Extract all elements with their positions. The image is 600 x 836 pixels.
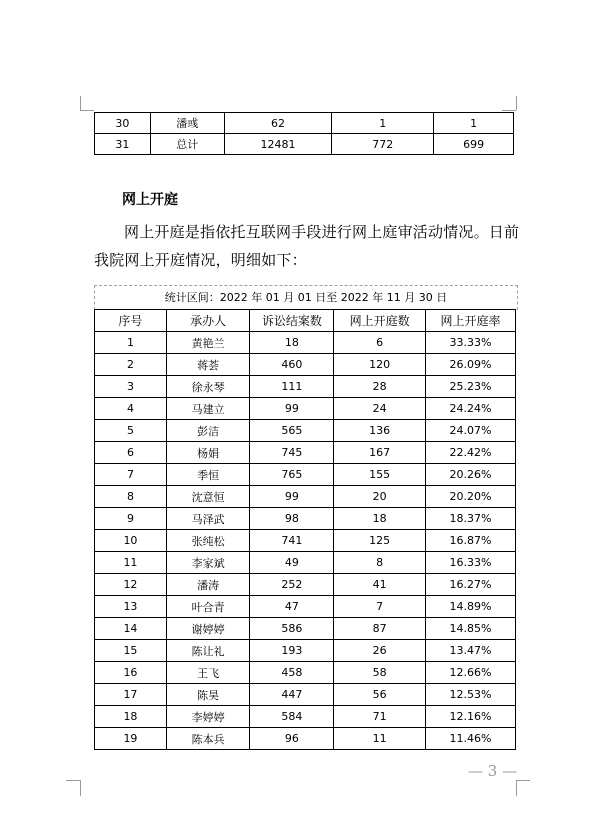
cell-rate: 16.33%: [425, 552, 515, 574]
cell-cases: 99: [250, 486, 334, 508]
cell-name: 蒋荟: [166, 354, 250, 376]
cell-num: 4: [95, 398, 167, 420]
header-rate: 网上开庭率: [425, 310, 515, 332]
cell-online: 26: [334, 640, 426, 662]
cell-cases: 765: [250, 464, 334, 486]
cell-online: 155: [334, 464, 426, 486]
cell-name: 彭洁: [166, 420, 250, 442]
cell-name: 李家斌: [166, 552, 250, 574]
cell-name: 谢婷婷: [166, 618, 250, 640]
cell-cases: 193: [250, 640, 334, 662]
crop-mark-top-left: [80, 110, 94, 111]
cell-cases: 111: [250, 376, 334, 398]
cell-online: 58: [334, 662, 426, 684]
cell-rate: 22.42%: [425, 442, 515, 464]
table-row: [95, 618, 516, 640]
cell-num: 15: [95, 640, 167, 662]
cell-online: 11: [334, 728, 426, 750]
cell-online: 125: [334, 530, 426, 552]
cell-num: 30: [95, 113, 151, 134]
crop-mark-bottom-right: [516, 780, 517, 796]
cell-online: 28: [334, 376, 426, 398]
cell-num: 3: [95, 376, 167, 398]
paragraph-text: 网上开庭是指依托互联网手段进行网上庭审活动情况。日前我院网上开庭情况，明细如下：: [94, 223, 520, 269]
cell-name: 陈本兵: [166, 728, 250, 750]
cell-online: 8: [334, 552, 426, 574]
cell-name: 叶合青: [166, 596, 250, 618]
table-row: [95, 332, 516, 354]
cell-online: 20: [334, 486, 426, 508]
cell-num: 14: [95, 618, 167, 640]
cell-name: 陈让礼: [166, 640, 250, 662]
crop-mark-bottom-right: [516, 780, 530, 781]
cell-name: 陈昊: [166, 684, 250, 706]
cell-rate: 18.37%: [425, 508, 515, 530]
crop-mark-bottom-left: [66, 780, 80, 781]
cell-online: 136: [334, 420, 426, 442]
online-hearing-table: [94, 309, 516, 750]
cell-rate: 16.87%: [425, 530, 515, 552]
cell-online: 120: [334, 354, 426, 376]
crop-mark-top-left: [80, 96, 81, 110]
cell-name: 张纯松: [166, 530, 250, 552]
cell-extra: 1: [434, 113, 514, 134]
cell-rate: 24.07%: [425, 420, 515, 442]
section-heading: 网上开庭: [122, 192, 178, 208]
header-num: 序号: [95, 310, 167, 332]
cell-cases: 745: [250, 442, 334, 464]
cell-num: 17: [95, 684, 167, 706]
cell-online: 1: [332, 113, 434, 134]
table-row: [95, 376, 516, 398]
cell-cases: 565: [250, 420, 334, 442]
cell-online: 24: [334, 398, 426, 420]
cell-name: 潘涛: [166, 574, 250, 596]
cell-rate: 16.27%: [425, 574, 515, 596]
cell-rate: 24.24%: [425, 398, 515, 420]
cell-name: 马建立: [166, 398, 250, 420]
previous-table-continuation: [94, 112, 514, 155]
cell-cases: 584: [250, 706, 334, 728]
cell-cases: 96: [250, 728, 334, 750]
cell-name: 王飞: [166, 662, 250, 684]
cell-cases: 47: [250, 596, 334, 618]
cell-num: 10: [95, 530, 167, 552]
table-row: [95, 552, 516, 574]
table-row: [95, 662, 516, 684]
cell-num: 6: [95, 442, 167, 464]
table-header-row: [95, 310, 516, 332]
cell-cases: 99: [250, 398, 334, 420]
cell-num: 5: [95, 420, 167, 442]
table-row: [95, 508, 516, 530]
cell-cases: 98: [250, 508, 334, 530]
table-row: [95, 442, 516, 464]
cell-rate: 25.23%: [425, 376, 515, 398]
cell-extra: 699: [434, 134, 514, 155]
header-cases: 诉讼结案数: [250, 310, 334, 332]
cell-num: 1: [95, 332, 167, 354]
cell-online: 56: [334, 684, 426, 706]
cell-rate: 20.26%: [425, 464, 515, 486]
table-row: [95, 530, 516, 552]
cell-name: 马泽武: [166, 508, 250, 530]
cell-cases: 447: [250, 684, 334, 706]
cell-cases: 460: [250, 354, 334, 376]
cell-cases: 12481: [224, 134, 332, 155]
cell-num: 12: [95, 574, 167, 596]
table-row: [95, 640, 516, 662]
cell-online: 18: [334, 508, 426, 530]
cell-num: 2: [95, 354, 167, 376]
cell-online: 87: [334, 618, 426, 640]
stat-period: 统计区间：2022 年 01 月 01 日至 2022 年 11 月 30 日: [94, 285, 518, 310]
cell-cases: 252: [250, 574, 334, 596]
cell-num: 8: [95, 486, 167, 508]
cell-cases: 62: [224, 113, 332, 134]
cell-num: 18: [95, 706, 167, 728]
cell-num: 31: [95, 134, 151, 155]
cell-num: 11: [95, 552, 167, 574]
crop-mark-top-right: [516, 96, 517, 110]
cell-num: 19: [95, 728, 167, 750]
cell-name: 总计: [150, 134, 224, 155]
table-row: [95, 464, 516, 486]
table-row: [95, 486, 516, 508]
cell-online: 41: [334, 574, 426, 596]
cell-name: 潘彧: [150, 113, 224, 134]
cell-num: 9: [95, 508, 167, 530]
table-row: [95, 684, 516, 706]
table-row: [95, 134, 514, 155]
cell-rate: 12.53%: [425, 684, 515, 706]
table-row: [95, 706, 516, 728]
cell-online: 772: [332, 134, 434, 155]
cell-rate: 12.16%: [425, 706, 515, 728]
cell-online: 6: [334, 332, 426, 354]
table-row: [95, 113, 514, 134]
table-row: [95, 398, 516, 420]
table-row: [95, 354, 516, 376]
header-online: 网上开庭数: [334, 310, 426, 332]
cell-rate: 14.85%: [425, 618, 515, 640]
cell-rate: 20.20%: [425, 486, 515, 508]
cell-rate: 26.09%: [425, 354, 515, 376]
page-number: — 3 —: [468, 762, 518, 780]
cell-cases: 18: [250, 332, 334, 354]
cell-num: 7: [95, 464, 167, 486]
crop-mark-bottom-left: [80, 780, 81, 796]
cell-num: 13: [95, 596, 167, 618]
table-row: [95, 420, 516, 442]
cell-online: 167: [334, 442, 426, 464]
table-row: [95, 728, 516, 750]
cell-rate: 12.66%: [425, 662, 515, 684]
cell-cases: 49: [250, 552, 334, 574]
cell-name: 徐永琴: [166, 376, 250, 398]
cell-rate: 13.47%: [425, 640, 515, 662]
cell-rate: 14.89%: [425, 596, 515, 618]
cell-name: 杨娟: [166, 442, 250, 464]
crop-mark-top-right: [502, 110, 516, 111]
cell-rate: 11.46%: [425, 728, 515, 750]
table-row: [95, 596, 516, 618]
cell-name: 沈意恒: [166, 486, 250, 508]
table-row: [95, 574, 516, 596]
cell-name: 季恒: [166, 464, 250, 486]
cell-num: 16: [95, 662, 167, 684]
cell-name: 黄艳兰: [166, 332, 250, 354]
cell-rate: 33.33%: [425, 332, 515, 354]
cell-online: 7: [334, 596, 426, 618]
cell-name: 李婷婷: [166, 706, 250, 728]
cell-online: 71: [334, 706, 426, 728]
header-name: 承办人: [166, 310, 250, 332]
cell-cases: 741: [250, 530, 334, 552]
section-paragraph: [94, 218, 524, 274]
cell-cases: 458: [250, 662, 334, 684]
cell-cases: 586: [250, 618, 334, 640]
